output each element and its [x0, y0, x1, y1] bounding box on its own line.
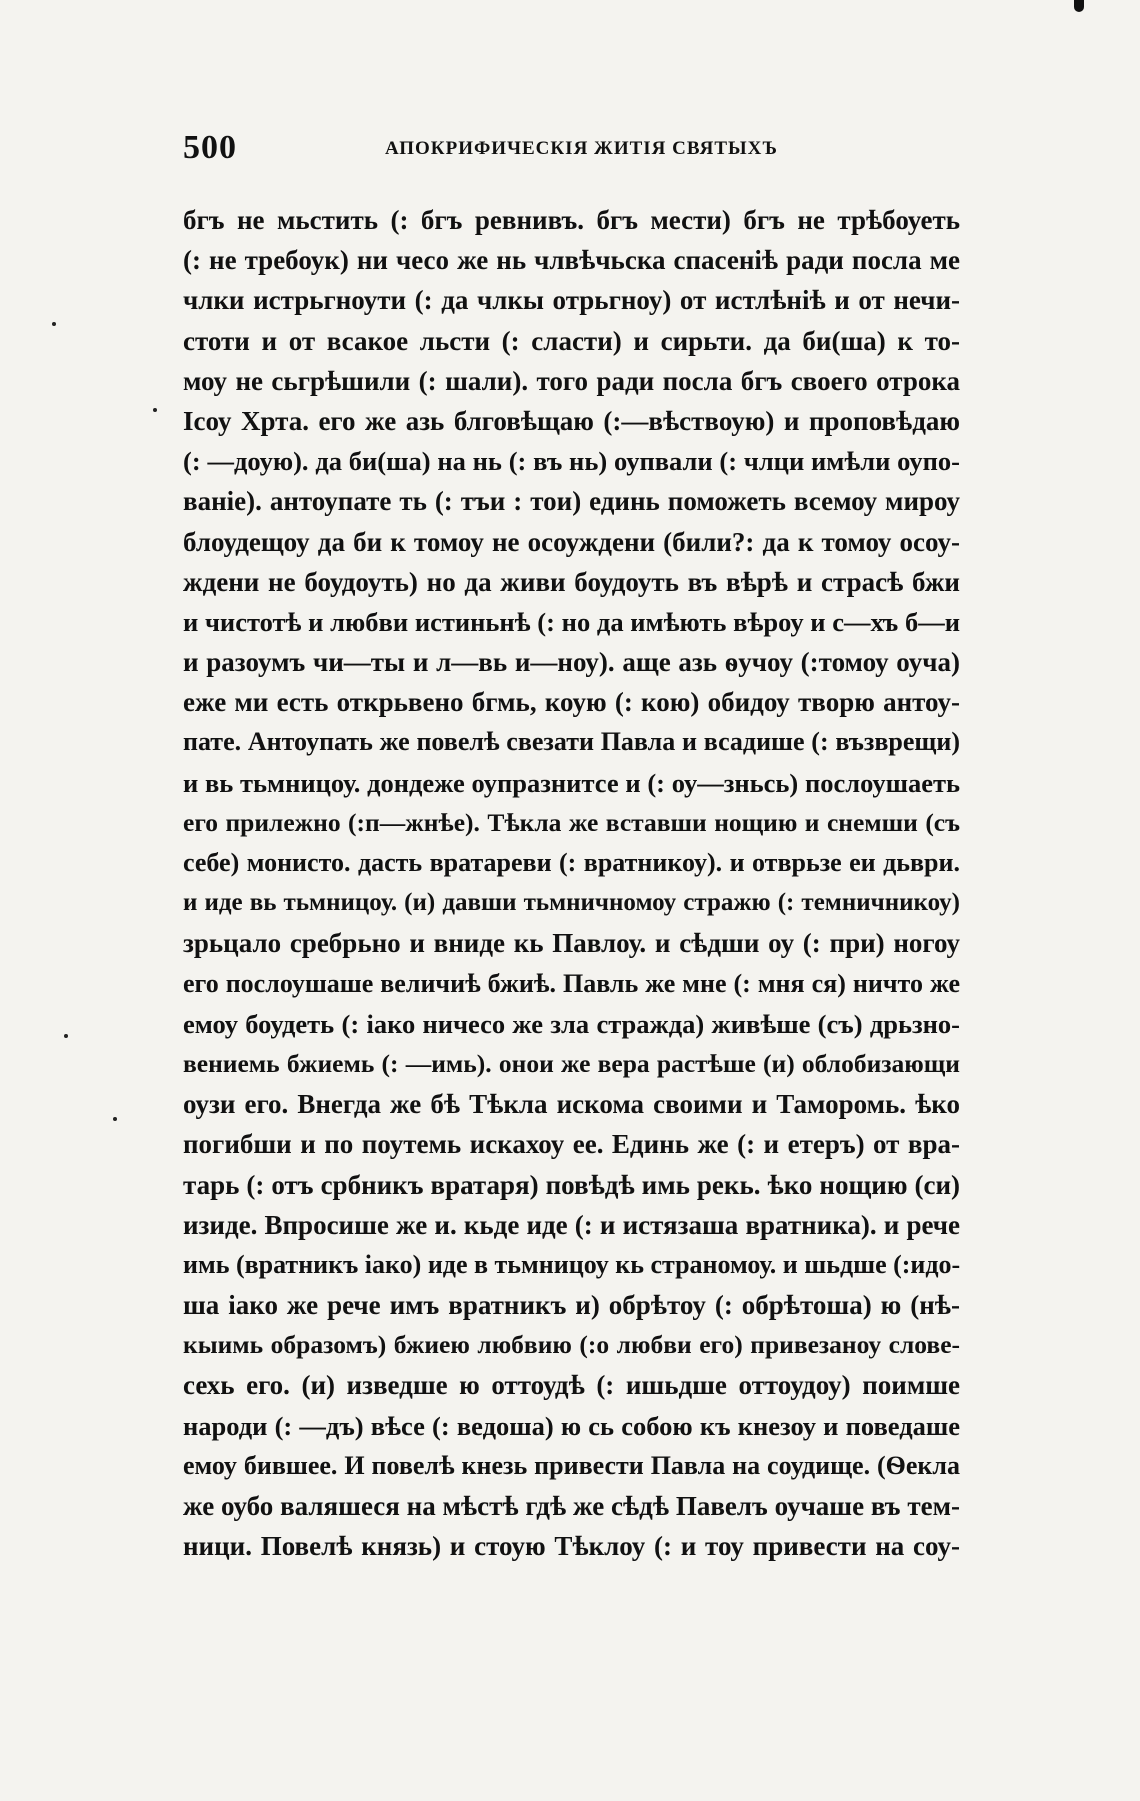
text-line: сехь его. (и) изведше ю оттоудѣ (: ишьдше оттоудоу) поимше — [183, 1370, 960, 1401]
text-line: (: не требоук) ни чесо же нь члвѣчьска спасеніѣ ради посла ме — [183, 245, 960, 276]
text-line: и разоумъ чи—ты и л—вь и—ноу). аще азь ѳучоу (:томоу оуча) — [183, 647, 960, 678]
paper-speck — [153, 408, 157, 412]
text-line: его прилежно (:п—жнѣе). Тѣкла же вставши нощию и снемши (съ — [183, 807, 960, 837]
text-line: Ісоу Хрта. его же азь блговѣщаю (:—вѣствоую) и проповѣдаю — [183, 405, 960, 436]
text-line: моу не сьгрѣшили (: шали). того ради посла бгъ своего отрока — [183, 365, 960, 396]
text-line: имь (вратникъ іако) иде в тьмницоу кь страномоу. и шьдше (:идо- — [183, 1249, 960, 1279]
text-line: его послоушаше величиѣ бжиѣ. Павль же мне (: мня ся) ничто же — [183, 968, 960, 998]
text-line: и вь тьмницоу. дондеже оупразнитсе и (: оу—зньсь) послоушаеть — [183, 767, 960, 798]
text-line: же оубо валяшеся на мѣстѣ гдѣ же сѣдѣ Павелъ оучаше въ тем- — [183, 1491, 960, 1521]
text-line: зрьцало сребрьно и вниде кь Павлоу. и сѣдши оу (: при) ногоу — [183, 928, 960, 959]
text-line: ждени не боудоуть) но да живи боудоуть въ вѣрѣ и страсѣ бжи — [183, 566, 960, 597]
text-line: себе) монисто. дасть вратареви (: вратникоу). и отврьзе еи дьври. — [183, 848, 960, 877]
text-line: кыимь образомъ) бжиею любвию (:о любви его) привезаноу слове- — [183, 1330, 960, 1360]
text-line: члки истрьгноути (: да члкы отрьгноу) от истлѣніѣ и от нечи- — [183, 285, 960, 316]
text-line: вениемь бжиемь (: —имь). онои же вера растѣше (и) облобизающи — [183, 1048, 960, 1078]
text-line: бгъ не мьстить (: бгъ ревнивъ. бгъ мести) бгъ не трѣбоуеть — [183, 205, 960, 235]
text-line: емоу боудеть (: іако ничесо же зла стражда) живѣше (съ) дрьзно- — [183, 1008, 960, 1039]
text-line: блоудещоу да би к томоу не осоуждени (били?: да к томоу осоу- — [183, 526, 960, 557]
page-number: 500 — [183, 129, 237, 166]
running-title: АПОКРИФИЧЕСКІЯ ЖИТІЯ СВЯТЫХЪ — [385, 138, 778, 159]
text-line: ници. Повелѣ князь) и стоую Тѣклоу (: и тоу привести на соу- — [183, 1531, 960, 1562]
text-line: еже ми есть открьвено бгмь, коую (: кою) обидоу творю антоу- — [183, 687, 960, 718]
body-text — [183, 200, 960, 1566]
text-line: и чистотѣ и любви истиньнѣ (: но да имѣють вѣроу и с—хъ б—и — [183, 606, 960, 637]
text-line: народи (: —дъ) вѣсе (: ведоша) ю сь собою къ кнезоу и поведаше — [183, 1410, 960, 1441]
text-line: погибши и по поутемь искахоу ее. Единь же (: и етеръ) от вра- — [183, 1129, 960, 1160]
text-line: (: —доую). да би(ша) на нь (: въ нь) оупвали (: члци имѣли оупо- — [183, 446, 960, 477]
ink-blot — [1074, 0, 1084, 12]
text-line: ша іако же рече имъ вратникъ и) обрѣтоу (: обрѣтоша) ю (нѣ- — [183, 1290, 960, 1321]
text-line: оузи его. Внегда же бѣ Тѣкла искома своими и Таморомь. ѣко — [183, 1089, 960, 1120]
page-header — [183, 128, 960, 168]
text-line: пате. Антоупать же повелѣ свезати Павла и всадише (: възврещи) — [183, 727, 960, 757]
paper-speck — [113, 1117, 117, 1121]
text-line: и иде вь тьмницоу. (и) давши тьмничномоу стражю (: темничникоу) — [183, 889, 960, 917]
text-line: емоу бившее. И повелѣ кнезь привести Павла на соудище. (Ѳекла — [183, 1450, 960, 1480]
text-line: тарь (: отъ србникъ вратаря) повѣдѣ имь рекь. ѣко нощию (си) — [183, 1169, 960, 1200]
paper-speck — [64, 1034, 68, 1038]
paper-speck — [52, 322, 56, 326]
text-line: изиде. Впросише же и. кьде иде (: и истязаша вратника). и рече — [183, 1209, 960, 1240]
text-line: стоти и от всакое льсти (: сласти) и сирьти. да би(ша) к то- — [183, 325, 960, 356]
text-line: ваніе). антоупате ть (: тъи : тои) единь поможеть всемоу мироу — [183, 486, 960, 517]
